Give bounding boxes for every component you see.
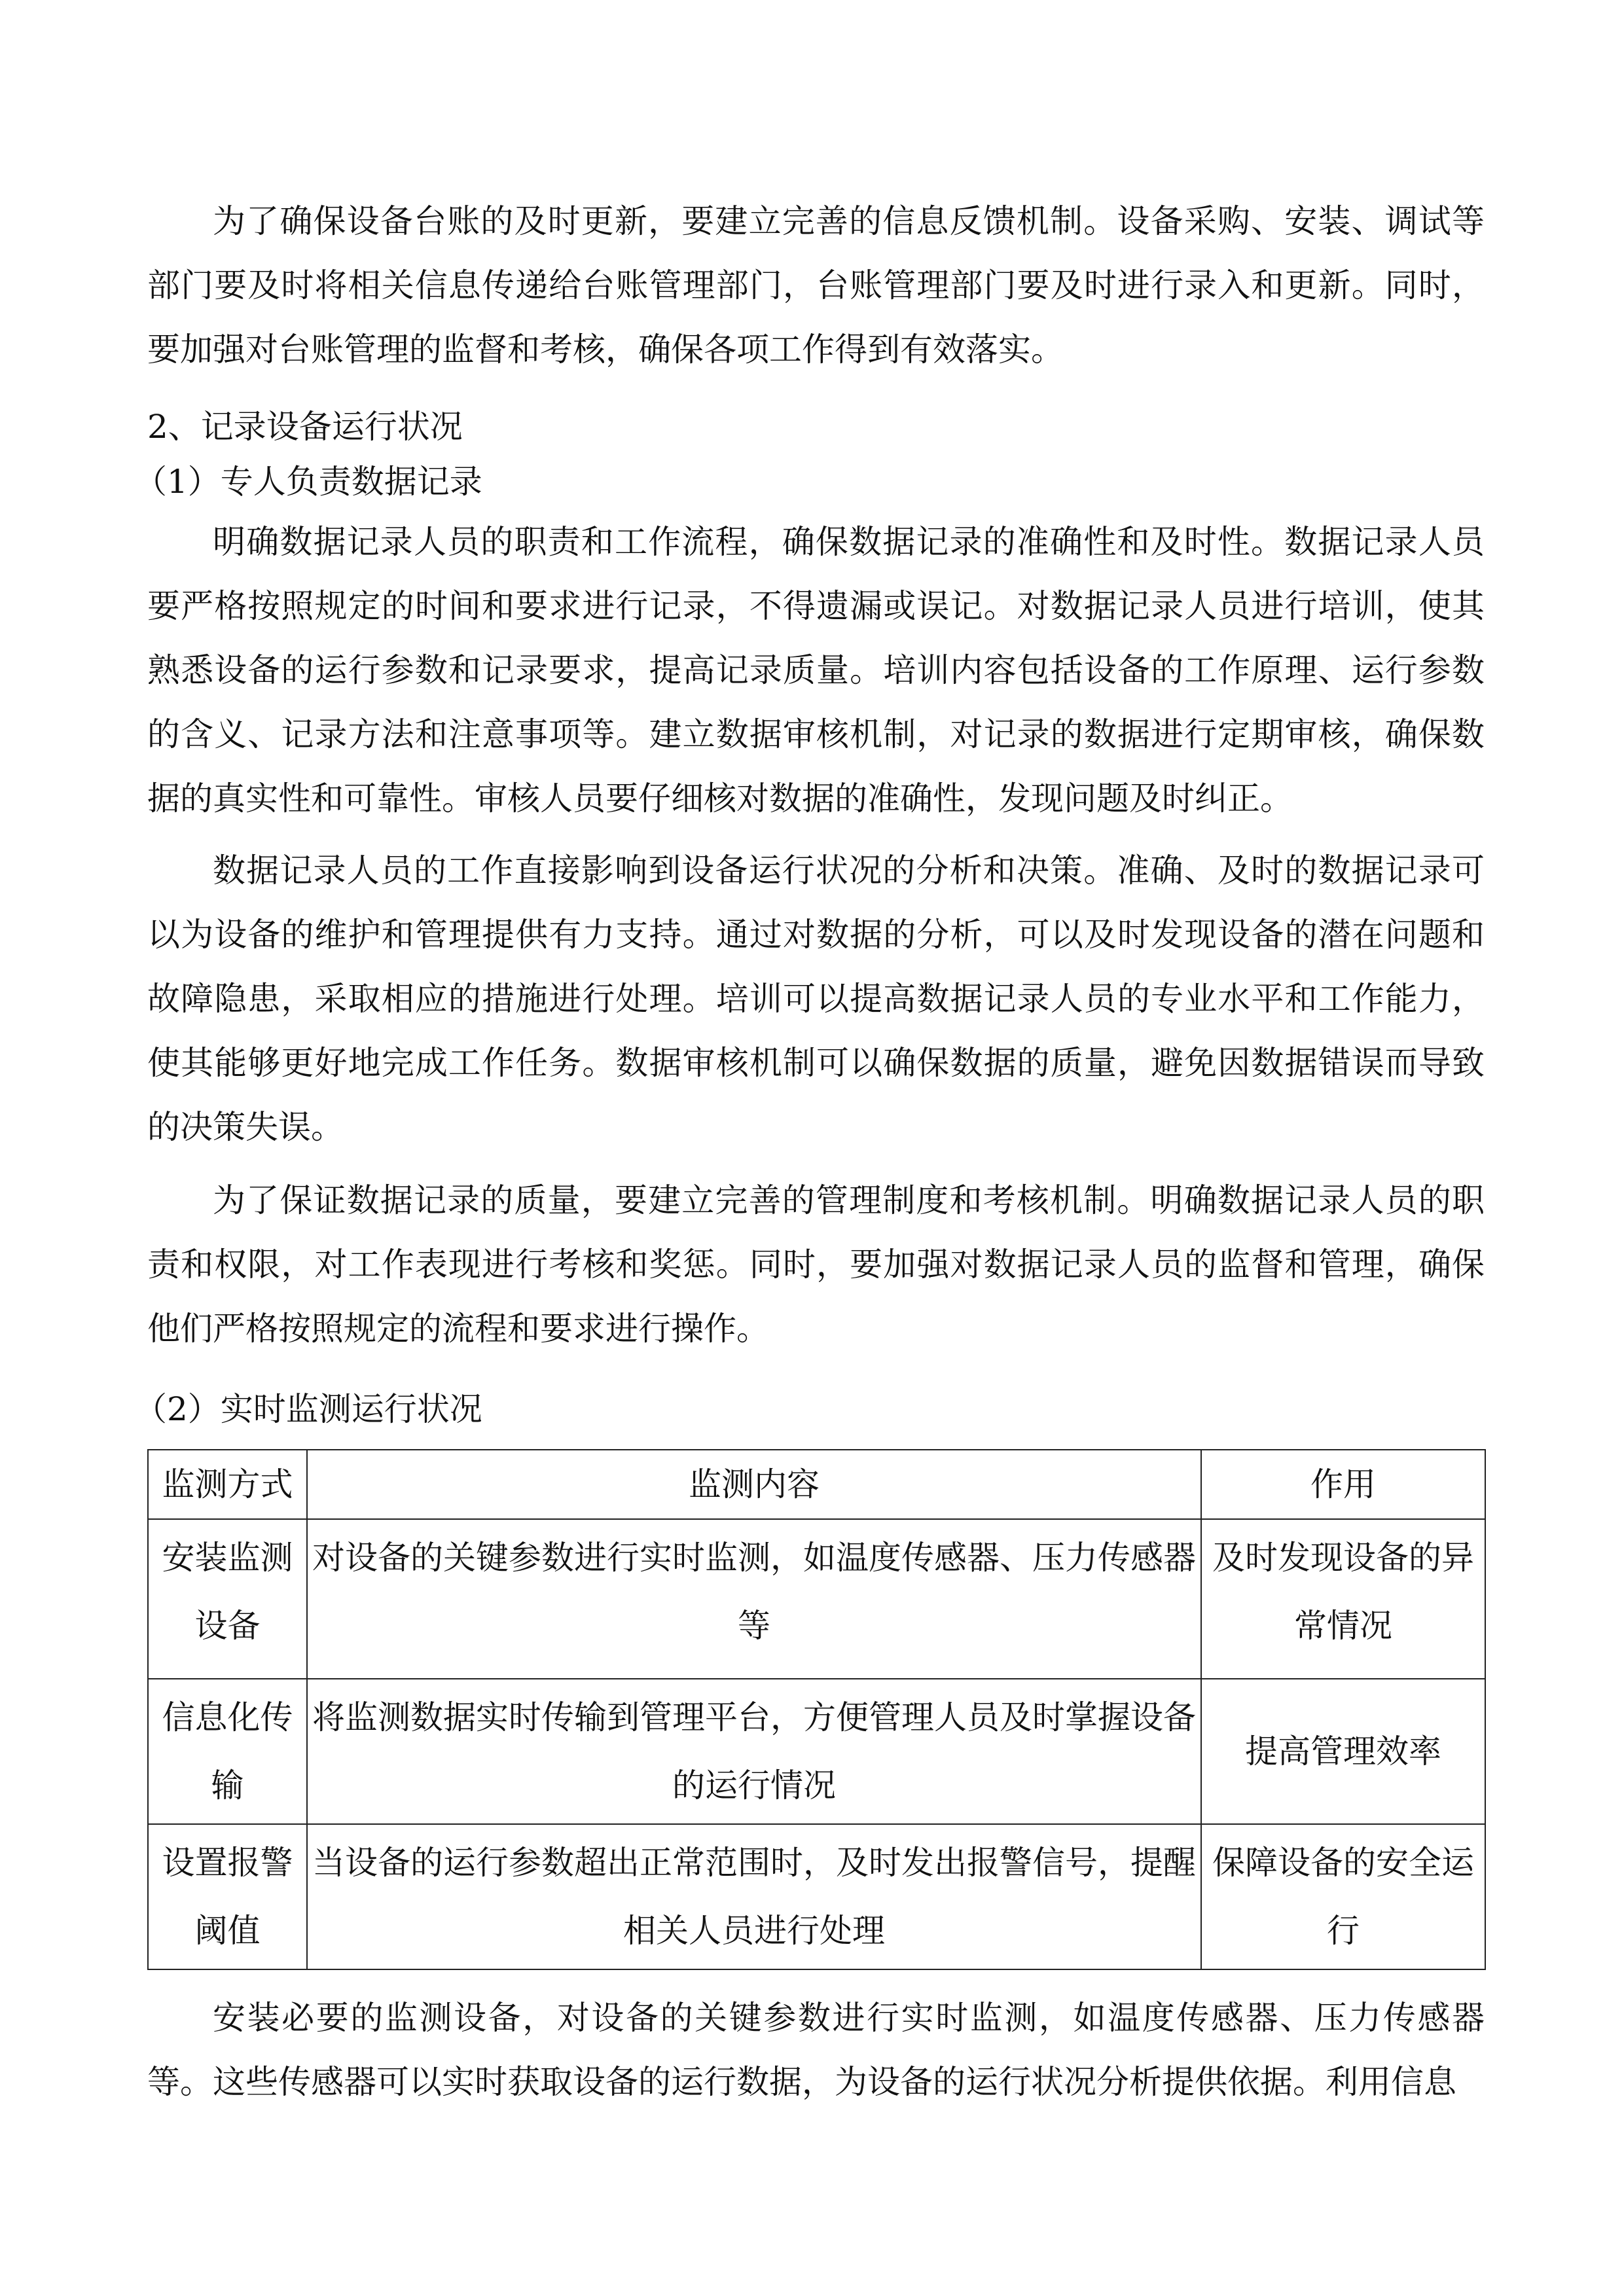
table-cell: 提高管理效率	[1201, 1679, 1485, 1824]
paragraph-after-table: 安装必要的监测设备，对设备的关键参数进行实时监测，如温度传感器、压力传感器等。这些传感器可以实时获取设备的运行数据，为设备的运行状况分析提供依据。利用信息	[147, 1999, 1485, 2101]
table-header-row	[148, 1450, 1485, 1519]
table-cell: 安装监测设备	[148, 1519, 307, 1679]
table-cell: 当设备的运行参数超出正常范围时，及时发出报警信号，提醒相关人员进行处理	[307, 1824, 1201, 1969]
monitoring-table	[147, 1449, 1486, 1970]
table-row	[148, 1824, 1485, 1969]
header-cell: 监测内容	[307, 1450, 1201, 1519]
table-cell: 及时发现设备的异常情况	[1201, 1519, 1485, 1679]
table-cell: 信息化传输	[148, 1679, 307, 1824]
paragraph-record-quality: 为了保证数据记录的质量，要建立完善的管理制度和考核机制。明确数据记录人员的职责和权限，对工作表现进行考核和奖惩。同时，要加强对数据记录人员的监督和管理，确保他们严格按照规定的流程和要求进行操作。	[147, 1181, 1485, 1348]
section-heading: 2、记录设备运行状况	[147, 408, 463, 446]
paragraph-record-impact: 数据记录人员的工作直接影响到设备运行状况的分析和决策。准确、及时的数据记录可以为设备的维护和管理提供有力支持。通过对数据的分析，可以及时发现设备的潜在问题和故障隐患，采取相应的措施进行处理。培训可以提高数据记录人员的专业水平和工作能力，使其能够更好地完成工作任务。数据审核机制可以确保数据的质量，避免因数据错误而导致的决策失误。	[147, 852, 1485, 1146]
subsection-heading: （1）专人负责数据记录	[134, 463, 482, 501]
table-cell: 将监测数据实时传输到管理平台，方便管理人员及时掌握设备的运行情况	[307, 1679, 1201, 1824]
table-row	[148, 1519, 1485, 1679]
header-cell: 监测方式	[148, 1450, 307, 1519]
subsection-heading: （2）实时监测运行状况	[134, 1390, 482, 1428]
header-cell: 作用	[1201, 1450, 1485, 1519]
paragraph-record-duties: 明确数据记录人员的职责和工作流程，确保数据记录的准确性和及时性。数据记录人员要严格按照规定的时间和要求进行记录，不得遗漏或误记。对数据记录人员进行培训，使其熟悉设备的运行参数和记录要求，提高记录质量。培训内容包括设备的工作原理、运行参数的含义、记录方法和注意事项等。建立数据审核机制，对记录的数据进行定期审核，确保数据的真实性和可靠性。审核人员要仔细核对数据的准确性，发现问题及时纠正。	[147, 523, 1485, 817]
table-cell: 设置报警阈值	[148, 1824, 307, 1969]
table-cell: 对设备的关键参数进行实时监测，如温度传感器、压力传感器等	[307, 1519, 1201, 1679]
table-row	[148, 1679, 1485, 1824]
paragraph-ledger-feedback: 为了确保设备台账的及时更新，要建立完善的信息反馈机制。设备采购、安装、调试等部门要及时将相关信息传递给台账管理部门，台账管理部门要及时进行录入和更新。同时，要加强对台账管理的监督和考核，确保各项工作得到有效落实。	[147, 202, 1485, 368]
table-cell: 保障设备的安全运行	[1201, 1824, 1485, 1969]
